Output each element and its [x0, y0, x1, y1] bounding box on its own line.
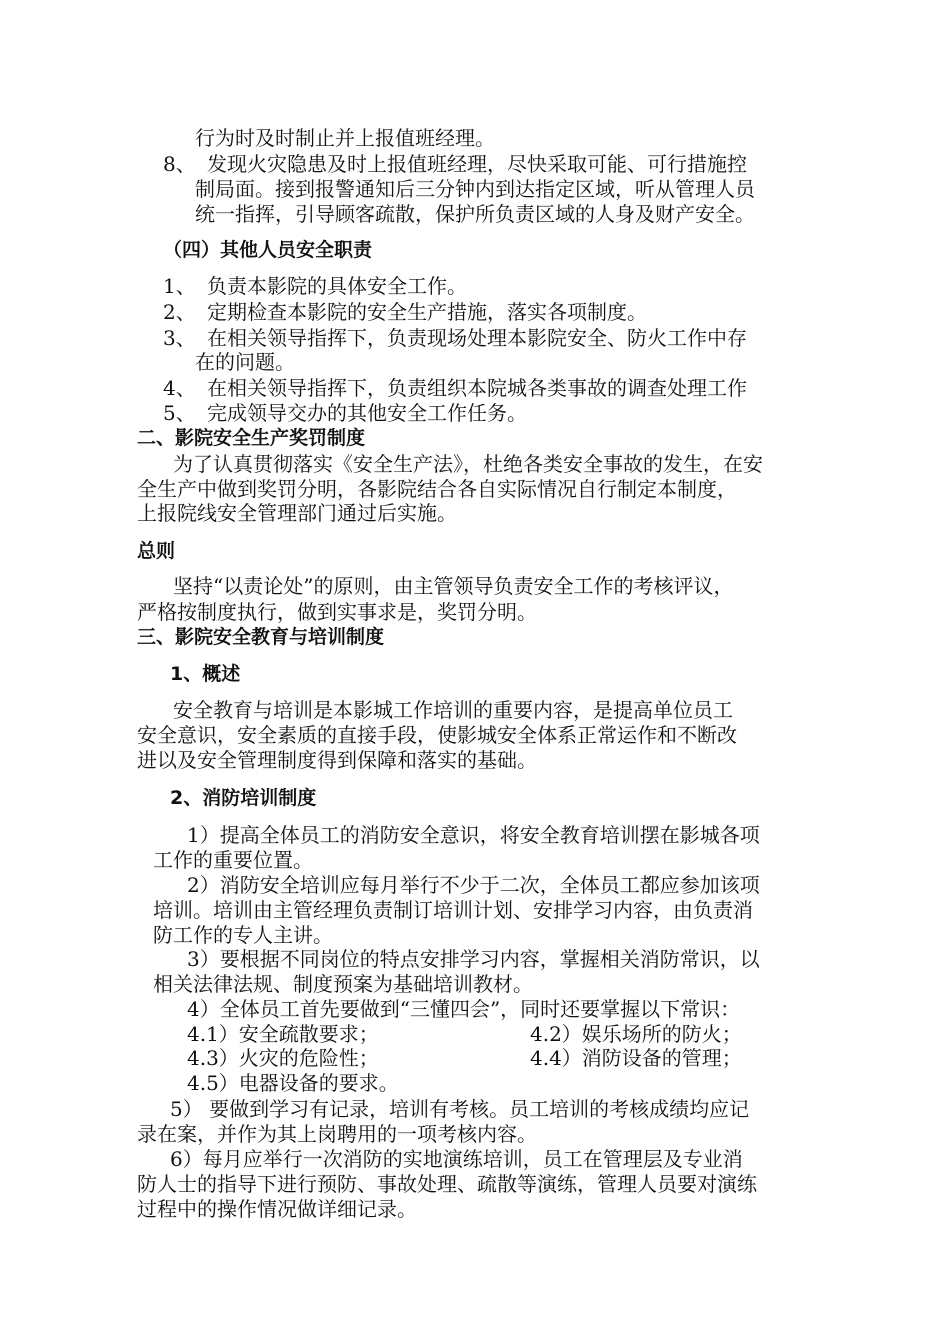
paragraph-line: 安全意识，安全素质的直接手段，使影城安全体系正常运作和不断改 — [137, 723, 737, 747]
sub-heading: 总则 — [137, 540, 176, 562]
sub-heading: 2、消防培训制度 — [170, 787, 317, 809]
text-line: 行为时及时制止并上报值班经理。 — [195, 126, 495, 150]
list-item: 定期检查本影院的安全生产措施，落实各项制度。 — [207, 300, 647, 324]
list-item: 完成领导交办的其他安全工作任务。 — [207, 401, 527, 425]
paragraph-line: 录在案，并作为其上岗聘用的一项考核内容。 — [137, 1122, 537, 1146]
list-item: 负责本影院的具体安全工作。 — [207, 274, 467, 298]
sub-item: 4.4）消防设备的管理； — [530, 1046, 742, 1070]
list-item-cont: 在的问题。 — [195, 350, 295, 374]
paragraph-line: 防人士的指导下进行预防、事故处理、疏散等演练，管理人员要对演练 — [137, 1172, 757, 1196]
list-number: 2、 — [163, 300, 196, 324]
section-heading: 二、影院安全生产奖罚制度 — [137, 427, 366, 449]
paragraph-line: 上报院线安全管理部门通过后实施。 — [137, 501, 457, 525]
sub-item: 4.5）电器设备的要求。 — [187, 1071, 399, 1095]
paragraph-line: 过程中的操作情况做详细记录。 — [137, 1197, 417, 1221]
paragraph-line: 进以及安全管理制度得到保障和落实的基础。 — [137, 748, 537, 772]
list-number: 5、 — [163, 401, 196, 425]
list-number: 4、 — [163, 376, 196, 400]
paragraph-line: 1）提高全体员工的消防安全意识，将安全教育培训摆在影城各项 — [187, 823, 760, 847]
paragraph-line: 全生产中做到奖罚分明，各影院结合各自实际情况自行制定本制度， — [137, 477, 737, 501]
paragraph-line: 坚持“以责论处”的原则，由主管领导负责安全工作的考核评议， — [173, 574, 734, 598]
text-line: 统一指挥，引导顾客疏散，保护所负责区域的人身及财产安全。 — [195, 202, 755, 226]
paragraph-line: 为了认真贯彻落实《安全生产法》，杜绝各类安全事故的发生，在安 — [173, 452, 763, 476]
paragraph-line: 培训。培训由主管经理负责制订培训计划、安排学习内容，由负责消 — [153, 898, 753, 922]
paragraph-line: 6）每月应举行一次消防的实地演练培训，员工在管理层及专业消 — [170, 1147, 743, 1171]
list-item: 在相关领导指挥下，负责现场处理本影院安全、防火工作中存 — [207, 326, 747, 350]
paragraph-line: 3）要根据不同岗位的特点安排学习内容，掌握相关消防常识，以 — [187, 947, 760, 971]
sub-item: 4.2）娱乐场所的防火； — [530, 1022, 742, 1046]
sub-heading: 1、概述 — [170, 663, 241, 685]
list-number: 3、 — [163, 326, 196, 350]
paragraph-line: 安全教育与培训是本影城工作培训的重要内容，是提高单位员工 — [173, 698, 733, 722]
text-line: 制局面。接到报警通知后三分钟内到达指定区域，听从管理人员 — [195, 177, 755, 201]
section-heading: （四）其他人员安全职责 — [163, 239, 373, 261]
paragraph-line: 防工作的专人主讲。 — [153, 923, 333, 947]
section-heading: 三、影院安全教育与培训制度 — [137, 626, 385, 648]
sub-item: 4.3）火灾的危险性； — [187, 1046, 379, 1070]
paragraph-line: 4）全体员工首先要做到“三懂四会”，同时还要掌握以下常识： — [187, 997, 741, 1021]
paragraph-line: 工作的重要位置。 — [153, 848, 313, 872]
paragraph-line: 相关法律法规、制度预案为基础培训教材。 — [153, 972, 533, 996]
list-item: 在相关领导指挥下，负责组织本院城各类事故的调查处理工作 — [207, 376, 747, 400]
paragraph-line: 严格按制度执行，做到实事求是，奖罚分明。 — [137, 600, 537, 624]
list-number: 1、 — [163, 274, 196, 298]
text-line: 发现火灾隐患及时上报值班经理，尽快采取可能、可行措施控 — [207, 152, 747, 176]
paragraph-line: 5） 要做到学习有记录，培训有考核。员工培训的考核成绩均应记 — [170, 1097, 750, 1121]
list-number: 8、 — [163, 152, 196, 176]
paragraph-line: 2）消防安全培训应每月举行不少于二次，全体员工都应参加该项 — [187, 873, 760, 897]
sub-item: 4.1）安全疏散要求； — [187, 1022, 379, 1046]
